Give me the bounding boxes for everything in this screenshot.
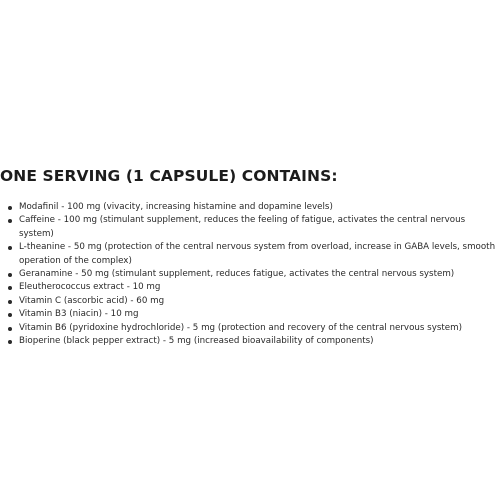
bullet-icon: [8, 206, 12, 210]
ingredient-text: Caffeine - 100 mg (stimulant supplement, reduces the feeling of fatigue, activates the central nervous system): [19, 215, 466, 239]
bullet-icon: [8, 219, 12, 223]
ingredient-text: Eleutherococcus extract - 10 mg: [19, 282, 161, 293]
ingredient-text: Bioperine (black pepper extract) - 5 mg (increased bioavailability of components): [19, 336, 374, 347]
bullet-icon: [8, 340, 12, 344]
ingredient-item-l-theanine: [0, 241, 500, 268]
ingredient-item-modafinil: [0, 201, 500, 214]
bullet-icon: [8, 327, 12, 331]
ingredient-item-eleutherococcus: [0, 281, 500, 294]
bullet-icon: [8, 286, 12, 290]
ingredient-text: Vitamin B3 (niacin) - 10 mg: [19, 309, 139, 320]
ingredient-item-caffeine: [0, 214, 500, 241]
ingredient-item-vitamin-b6: [0, 322, 500, 335]
bullet-icon: [8, 273, 12, 277]
bullet-icon: [8, 246, 12, 250]
serving-heading: ONE SERVING (1 CAPSULE) CONTAINS:: [0, 167, 338, 185]
serving-info-section: [0, 163, 500, 348]
ingredient-list: [0, 201, 500, 348]
ingredient-item-bioperine: [0, 335, 500, 348]
ingredient-text: Vitamin C (ascorbic acid) - 60 mg: [19, 295, 165, 306]
bullet-icon: [8, 313, 12, 317]
ingredient-text: L-theanine - 50 mg (protection of the central nervous system from overload, increase in GABA levels, smooth operation of the complex): [19, 242, 496, 266]
ingredient-item-geranamine: [0, 268, 500, 281]
ingredient-item-vitamin-b3: [0, 308, 500, 321]
ingredient-text: Geranamine - 50 mg (stimulant supplement, reduces fatigue, activates the central nervous system): [19, 269, 455, 280]
ingredient-text: Vitamin B6 (pyridoxine hydrochloride) - 5 mg (protection and recovery of the central nervous system): [19, 322, 462, 333]
bullet-icon: [8, 300, 12, 304]
ingredient-text: Modafinil - 100 mg (vivacity, increasing histamine and dopamine levels): [19, 202, 333, 212]
ingredient-item-vitamin-c: [0, 295, 500, 308]
